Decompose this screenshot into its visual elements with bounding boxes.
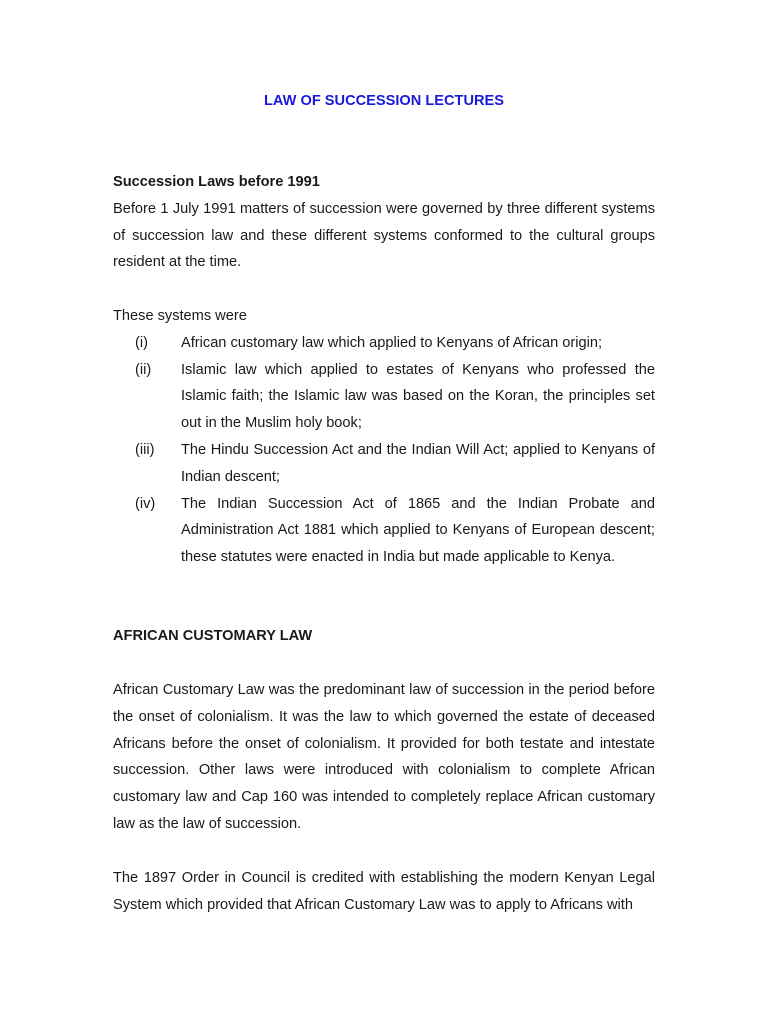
- systems-list: [113, 330, 655, 571]
- list-item: [113, 491, 655, 571]
- order-in-council-paragraph-block: [113, 865, 655, 919]
- list-item-number: (iv): [135, 495, 156, 512]
- list-item-text: Islamic law which applied to estates of Kenyans who professed the Islamic faith; the Islamic law was based on the Koran, the principles set out in the Muslim holy book;: [181, 361, 655, 432]
- section-succession-laws: [113, 169, 655, 276]
- body-paragraph: The 1897 Order in Council is credited with establishing the modern Kenyan Legal System which provided that African Customary Law was to apply to Africans with: [113, 870, 655, 913]
- list-item-text: African customary law which applied to Kenyans of African origin;: [181, 334, 602, 351]
- body-paragraph: African Customary Law was the predominant law of succession in the period before the onset of colonialism. It was the law to which governed the estate of deceased Africans before the onset of colonialism. It provided for both testate and intestate succession. Other laws were introduced with colonialism to complete African customary law and Cap 160 was intended to completely replace African customary law as the law of succession.: [113, 682, 655, 832]
- section-heading: Succession Laws before 1991: [113, 174, 320, 190]
- list-item-number: (i): [135, 334, 148, 351]
- intro-paragraph: Before 1 July 1991 matters of succession were governed by three different systems of succession law and these different systems conformed to the cultural groups resident at the time.: [113, 200, 655, 271]
- list-item: [113, 357, 655, 437]
- list-item: [113, 330, 655, 357]
- systems-list-block: [113, 303, 655, 571]
- customary-law-paragraph-block: [113, 677, 655, 838]
- list-item-text: The Hindu Succession Act and the Indian Will Act; applied to Kenyans of Indian descent;: [181, 441, 655, 485]
- list-item-number: (ii): [135, 361, 152, 378]
- document-title: LAW OF SUCCESSION LECTURES: [264, 93, 504, 109]
- section-african-customary-law: [113, 623, 655, 650]
- list-lead: These systems were: [113, 308, 247, 324]
- list-item-number: (iii): [135, 441, 155, 458]
- section-heading: AFRICAN CUSTOMARY LAW: [113, 628, 313, 644]
- list-item-text: The Indian Succession Act of 1865 and the Indian Probate and Administration Act 1881 which applied to Kenyans of European descent; these statutes were enacted in India but made applicable to Kenya.: [181, 495, 655, 566]
- list-item: [113, 437, 655, 491]
